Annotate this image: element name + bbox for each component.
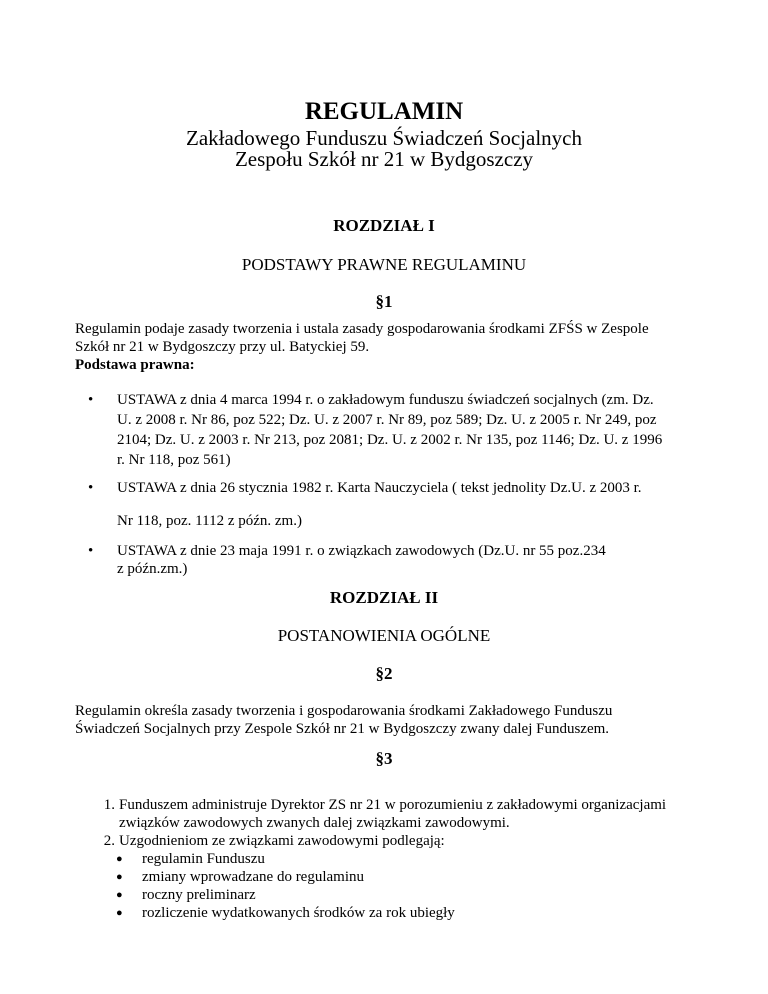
section2-para-line2: Świadczeń Socjalnych przy Zespole Szkół nr 21 w Bydgoszczy zwany dalej Funduszem. xyxy=(75,721,610,737)
agreement-item: roczny preliminarz xyxy=(142,887,256,903)
chapter1-label: ROZDZIAŁ I xyxy=(333,216,435,235)
legal-basis-item-3-line2: z późn.zm.) xyxy=(117,561,188,577)
document-subtitle-line2: Zespołu Szkół nr 21 w Bydgoszczy xyxy=(234,147,534,171)
legal-basis-item-1-line1: USTAWA z dnia 4 marca 1994 r. o zakładowym funduszu świadczeń socjalnych (zm. Dz. xyxy=(117,392,654,408)
legal-basis-item-2-line1: USTAWA z dnia 26 stycznia 1982 r. Karta Nauczyciela ( tekst jednolity Dz.U. z 2003 r. xyxy=(117,480,642,496)
bullet-marker: • xyxy=(88,392,94,408)
sub-bullet-marker: ● xyxy=(116,853,123,865)
agreement-item: regulamin Funduszu xyxy=(142,851,265,867)
section3-item1-line1: Funduszem administruje Dyrektor ZS nr 21 w porozumieniu z zakładowymi organizacjami xyxy=(119,797,667,813)
legal-basis-item-1-line4: r. Nr 118, poz 561) xyxy=(117,452,231,468)
chapter2-name: POSTANOWIENIA OGÓLNE xyxy=(277,626,491,645)
section3-item1-line2: związków zawodowych zwanych dalej związkami zawodowymi. xyxy=(119,815,510,831)
section1-heading: §1 xyxy=(375,292,393,311)
legal-basis-item-1-line3: 2104; Dz. U. z 2003 r. Nr 213, poz 2081; Dz. U. z 2002 r. Nr 135, poz 1146; Dz. U. z 1996 xyxy=(117,432,663,448)
agreement-item: rozliczenie wydatkowanych środków za rok ubiegły xyxy=(142,905,455,921)
legal-basis-item-1-line2: U. z 2008 r. Nr 86, poz 522; Dz. U. z 2007 r. Nr 89, poz 589; Dz. U. z 2005 r. Nr 249, poz xyxy=(117,412,657,428)
section2-para-line1: Regulamin określa zasady tworzenia i gospodarowania środkami Zakładowego Funduszu xyxy=(75,703,613,719)
item-number: 1. xyxy=(103,797,115,813)
legal-basis-item-3-line1: USTAWA z dnie 23 maja 1991 r. o związkach zawodowych (Dz.U. nr 55 poz.234 xyxy=(117,543,606,559)
sub-bullet-marker: ● xyxy=(116,907,123,919)
section3-heading: §3 xyxy=(375,749,393,768)
legal-basis-item-2-line2: Nr 118, poz. 1112 z późn. zm.) xyxy=(117,513,302,529)
section3-item2-line1: Uzgodnieniom ze związkami zawodowymi podlegają: xyxy=(119,833,445,849)
document-title: REGULAMIN xyxy=(304,98,464,125)
document-subtitle-line1: Zakładowego Funduszu Świadczeń Socjalnych xyxy=(186,126,582,150)
chapter2-label: ROZDZIAŁ II xyxy=(329,588,439,607)
sub-bullet-marker: ● xyxy=(116,889,123,901)
chapter1-intro-line1: Regulamin podaje zasady tworzenia i ustala zasady gospodarowania środkami ZFŚS w Zespole xyxy=(75,321,649,337)
bullet-marker: • xyxy=(88,480,94,496)
chapter1-name: PODSTAWY PRAWNE REGULAMINU xyxy=(241,255,527,274)
sub-bullet-marker: ● xyxy=(116,871,123,883)
legal-basis-label: Podstawa prawna: xyxy=(75,357,195,373)
chapter1-intro-line2: Szkół nr 21 w Bydgoszczy przy ul. Batyckiej 59. xyxy=(75,339,370,355)
agreement-item: zmiany wprowadzane do regulaminu xyxy=(142,869,365,885)
section2-heading: §2 xyxy=(375,664,393,683)
item-number: 2. xyxy=(103,833,115,849)
bullet-marker: • xyxy=(88,543,94,559)
